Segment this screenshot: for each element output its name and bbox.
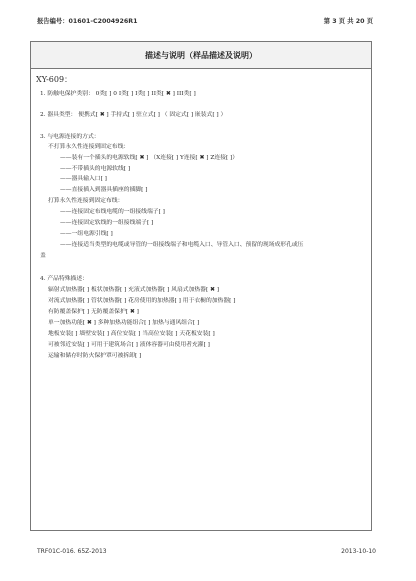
heater-type-line: 辐射式加热器[ ] 板状加热器[ ] 充液式加热器[ ] 风扇式加热器[ ✖ ] — [48, 287, 220, 293]
installation-line: 可被邻近安装[ ] 可用于建筑场合[ ] 液体容器可由使用者充灌[ ] — [48, 342, 210, 348]
connection-option: ——直接插入到器具插座的插脚[ ] — [60, 187, 148, 193]
connection-option: ——连接适当类型的电缆或导管的一组接线端子和电缆入口、导管入口、预留的现场成形孔或压 — [60, 242, 304, 248]
permanent-heading: 打算永久性连接到固定布线： — [48, 198, 124, 204]
fire-guard-line: 运输和储存时防火保护罩可被拆卸[ ] — [48, 353, 142, 359]
footer-date: 2013-10-10 — [341, 548, 376, 555]
section-title: 描述与说明（样品描述及说明） — [31, 42, 371, 69]
installation-line: 地板安装[ ] 墙壁安装[ ] 高位安装[ ] 当高位安装[ ] 天花板安装[ ] — [48, 331, 215, 337]
heater-type-line: 对流式加热器[ ] 管状加热器[ ] 花房使用的加热器[ ] 用于衣橱的加热器[ ] — [48, 298, 236, 304]
report-number: 报告编号：01601-C2004926R1 — [37, 18, 138, 25]
connection-option: ——装有一个插头的电源软线[ ✖ ] （X连接[ ] Y连接[ ✖ ] Z连接[ ]） — [60, 155, 239, 161]
connection-heading: 3. 与电源连接的方式： — [40, 134, 100, 140]
connection-option: ——器具输入口[ ] — [60, 176, 107, 182]
form-number: TRF01C-016. 65Z-2013 — [37, 548, 107, 555]
page-number: 第 3 页 共 20 页 — [323, 18, 373, 25]
connection-option-continued: 盖 — [40, 253, 46, 259]
special-description-heading: 4. 产品特殊描述： — [40, 276, 88, 282]
heating-function-line: 单一加热功能[ ✖ ] 多种加热功能组合[ ] 加热与通风组合[ ] — [48, 320, 200, 326]
connection-option: ——连接固定布线电缆的一组接线端子[ ] — [60, 209, 165, 215]
appliance-type-line: 2. 器具类型： 便携式[ ✖ ] 手持式[ ] 驻立式[ ] （ 固定式[ ] 嵌装式[ ] ） — [40, 112, 227, 118]
sample-id: XY-609： — [36, 75, 73, 84]
cover-protection-line: 有防覆盖保护[ ] 无防覆盖保护[ ✖ ] — [48, 309, 139, 315]
connection-option: ——连接固定软线的一组接线端子[ ] — [60, 220, 154, 226]
connection-option: ——不带插头的电源软线[ ] — [60, 166, 131, 172]
connection-option: ——一组电源引线[ ] — [60, 231, 113, 237]
non-permanent-heading: 不打算永久性连接到固定布线： — [48, 144, 130, 150]
protection-class-line: 1. 防触电保护类别： 0类[ ] 0 I类[ ] I类[ ] II类[ ✖ ] III类[ ] — [40, 91, 196, 97]
